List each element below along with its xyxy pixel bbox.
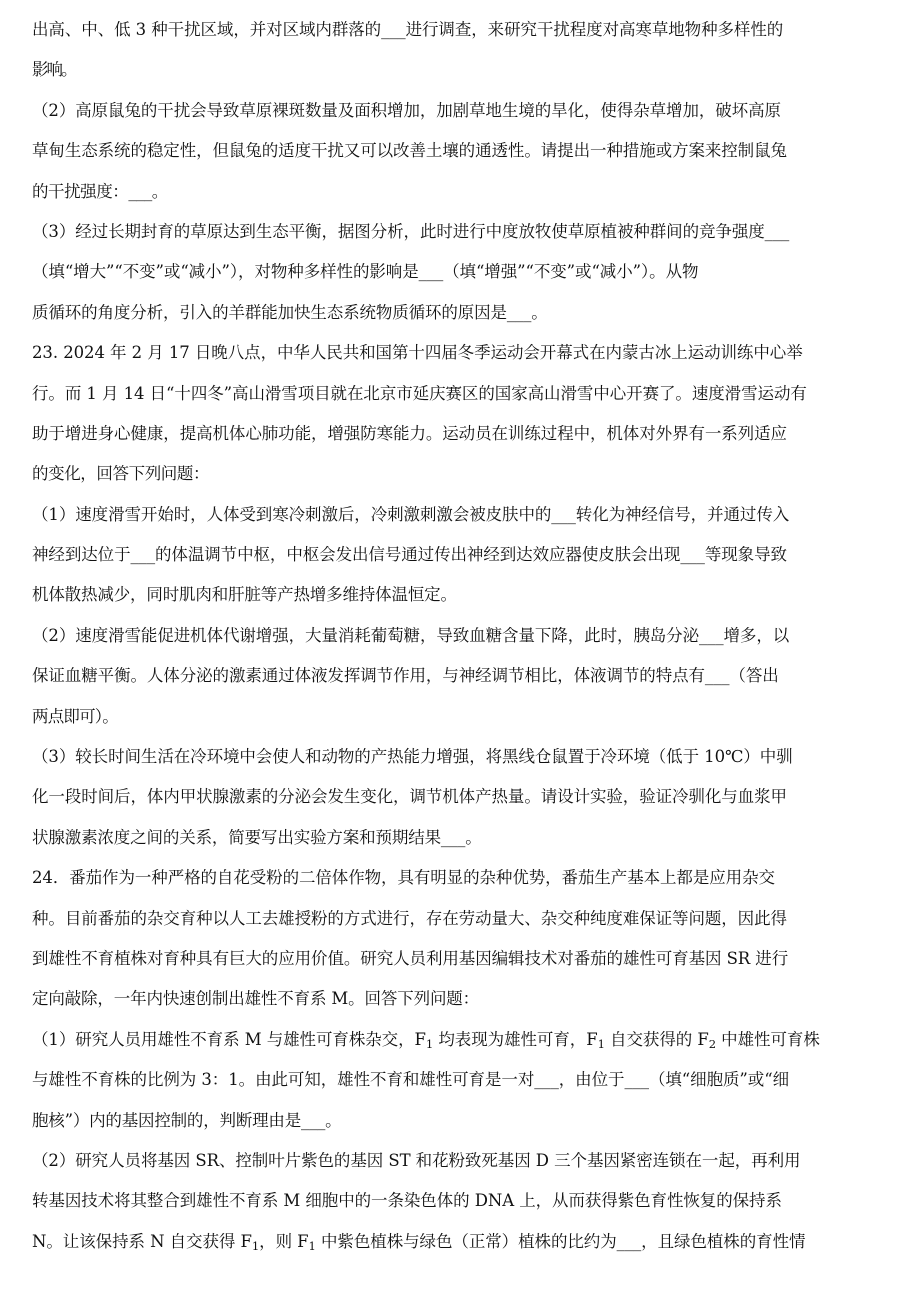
text-line <box>32 535 872 575</box>
text-line <box>32 616 872 656</box>
text-segment: 中紫色植株与绿色（正常）植株的比约为___，且绿色植株的育性情 <box>315 1231 806 1251</box>
text-line <box>32 333 872 373</box>
text-segment: 质循环的角度分析，引入的羊群能加快生态系统物质循环的原因是___。 <box>32 302 548 322</box>
text-line <box>32 1181 872 1221</box>
text-line <box>32 737 872 777</box>
text-segment: 定向敲除，一年内快速创制出雄性不育系 M。回答下列问题： <box>32 989 479 1009</box>
text-line <box>32 414 872 454</box>
text-line <box>32 979 872 1019</box>
text-segment: 胞核”）内的基因控制的，判断理由是___。 <box>32 1110 342 1130</box>
text-line <box>32 697 872 737</box>
text-line <box>32 10 872 50</box>
text-segment: 中雄性可育株 <box>716 1029 820 1049</box>
text-segment: 机体散热减少，同时肌肉和肝脏等产热增多维持体温恒定。 <box>32 585 457 605</box>
text-line <box>32 1060 872 1100</box>
text-segment: 行。而 1 月 14 日“十四冬”高山滑雪项目就在北京市延庆赛区的国家高山滑雪中心开赛了。速度滑雪运动有 <box>32 383 807 403</box>
text-line <box>32 575 872 615</box>
text-line <box>32 91 872 131</box>
text-segment: 保证血糖平衡。人体分泌的激素通过体液发挥调节作用，与神经调节相比，体液调节的特点有___（答出 <box>32 666 779 686</box>
text-line <box>32 1101 872 1141</box>
text-segment: 助于增进身心健康，提高机体心肺功能，增强防寒能力。运动员在训练过程中，机体对外界有一系列适应 <box>32 423 787 443</box>
text-segment: （1）速度滑雪开始时，人体受到寒冷刺激后，冷刺激刺激会被皮肤中的___转化为神经信号，并通过传入 <box>32 504 790 524</box>
text-line <box>32 777 872 817</box>
text-line <box>32 252 872 292</box>
text-line <box>32 131 872 171</box>
text-segment: 两点即可）。 <box>32 706 118 726</box>
text-segment: （1）研究人员用雄性不育系 M 与雄性可育株杂交，F <box>32 1029 426 1049</box>
text-line <box>32 1020 872 1060</box>
text-line <box>32 818 872 858</box>
text-line <box>32 858 872 898</box>
subscript: 1 <box>308 1238 316 1253</box>
text-line <box>32 212 872 252</box>
text-segment: 神经到达位于___的体温调节中枢，中枢会发出信号通过传出神经到达效应器使皮肤会出现___等现象导致 <box>32 545 787 565</box>
text-line <box>32 50 872 90</box>
text-segment: （3）较长时间生活在冷环境中会使人和动物的产热能力增强，将黑线仓鼠置于冷环境（低于 10℃）中驯 <box>32 747 793 767</box>
text-segment: 转基因技术将其整合到雄性不育系 M 细胞中的一条染色体的 DNA 上，从而获得紫色育性恢复的保持系 <box>32 1191 782 1211</box>
document-page <box>32 10 872 1262</box>
text-line <box>32 374 872 414</box>
text-line <box>32 656 872 696</box>
text-segment: 的干扰强度：___。 <box>32 181 168 201</box>
text-segment: （2）高原鼠兔的干扰会导致草原裸斑数量及面积增加，加剧草地生境的旱化，使得杂草增加，破坏高原 <box>32 100 781 120</box>
subscript: 1 <box>597 1036 605 1051</box>
text-line <box>32 495 872 535</box>
text-segment: ，则 F <box>259 1231 309 1251</box>
text-segment: N。让该保持系 N 自交获得 F <box>32 1231 252 1251</box>
text-segment: 化一段时间后，体内甲状腺激素的分泌会发生变化，调节机体产热量。请设计实验，验证冷驯化与血浆甲 <box>32 787 787 807</box>
text-segment: 草甸生态系统的稳定性，但鼠兔的适度干扰又可以改善土壤的通透性。请提出一种措施或方案来控制鼠兔 <box>32 141 787 161</box>
text-line <box>32 454 872 494</box>
text-segment: 影响。 <box>32 60 76 80</box>
subscript: 1 <box>251 1238 260 1253</box>
text-segment: 24．番茄作为一种严格的自花受粉的二倍体作物，具有明显的杂种优势，番茄生产基本上都是应用杂交 <box>32 868 775 888</box>
text-segment: 自交获得的 F <box>604 1029 709 1049</box>
text-segment: 均表现为雄性可育，F <box>433 1029 598 1049</box>
text-line <box>32 172 872 212</box>
text-segment: 23. 2024 年 2 月 17 日晚八点，中华人民共和国第十四届冬季运动会开幕式在内蒙古冰上运动训练中心举 <box>32 343 803 363</box>
text-line <box>32 939 872 979</box>
text-segment: （2）速度滑雪能促进机体代谢增强，大量消耗葡萄糖，导致血糖含量下降，此时，胰岛分泌___增多，以 <box>32 625 790 645</box>
text-line <box>32 293 872 333</box>
text-segment: （3）经过长期封育的草原达到生态平衡，据图分析，此时进行中度放牧使草原植被种群间的竞争强度___ <box>32 221 790 241</box>
subscript: 2 <box>708 1036 717 1051</box>
text-segment: 到雄性不育植株对育种具有巨大的应用价值。研究人员利用基因编辑技术对番茄的雄性可育基因 SR 进行 <box>32 948 789 968</box>
text-segment: 与雄性不育株的比例为 3：1。由此可知，雄性不育和雄性可育是一对___，由位于___（填“细胞质”或“细 <box>32 1070 789 1090</box>
text-line <box>32 1141 872 1181</box>
text-line <box>32 899 872 939</box>
text-segment: （填“增大”“不变”或“减小”），对物种多样性的影响是___（填“增强”“不变”或“减小”）。从物 <box>32 262 699 282</box>
text-segment: 状腺激素浓度之间的关系，简要写出实验方案和预期结果___。 <box>32 827 482 847</box>
text-segment: 的变化，回答下列问题： <box>32 464 210 484</box>
subscript: 1 <box>425 1036 434 1051</box>
text-segment: 出高、中、低 3 种干扰区域，并对区域内群落的___进行调查，来研究干扰程度对高寒草地物种多样性的 <box>32 20 784 39</box>
text-segment: （2）研究人员将基因 SR、控制叶片紫色的基因 ST 和花粉致死基因 D 三个基因紧密连锁在一起，再利用 <box>32 1150 801 1170</box>
text-segment: 种。目前番茄的杂交育种以人工去雄授粉的方式进行，存在劳动量大、杂交种纯度难保证等问题，因此得 <box>32 908 787 928</box>
text-line <box>32 1222 872 1262</box>
